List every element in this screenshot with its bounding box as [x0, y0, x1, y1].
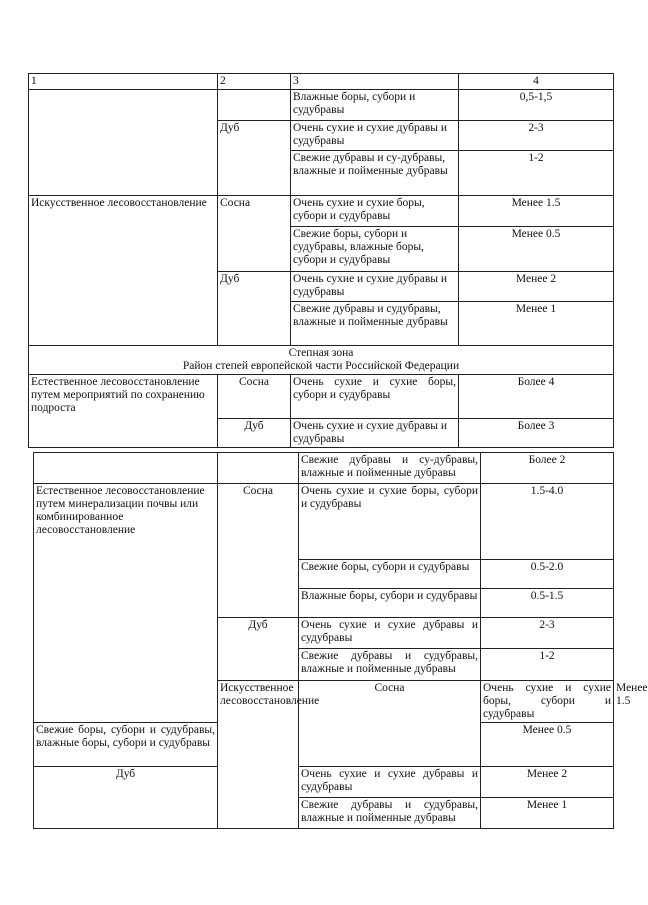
forest-type-cell: Свежие боры, субори и судубравы: [299, 560, 481, 589]
value-cell: Менее 0.5: [459, 227, 614, 272]
value-cell: 1.5-4.0: [481, 484, 614, 560]
table-row: [34, 484, 614, 560]
forest-type-cell: Очень сухие и сухие дубравы и судубравы: [291, 121, 459, 151]
value-cell: Более 2: [481, 453, 614, 484]
forest-type-cell: Очень сухие и сухие дубравы и судубравы: [299, 618, 481, 649]
forest-type-cell: Влажные боры, субори и судубравы: [291, 90, 459, 121]
zone-heading-cell: [29, 346, 614, 375]
table-row: [34, 453, 614, 484]
value-cell: 0.5-1.5: [481, 589, 614, 618]
value-cell: Менее 2: [459, 272, 614, 302]
forest-regeneration-table-upper: [28, 73, 614, 346]
header-col-2: 2: [218, 74, 291, 90]
forest-regeneration-table-lower: [33, 452, 648, 829]
header-col-3: 3: [291, 74, 459, 90]
value-cell: Более 3: [459, 419, 614, 448]
value-cell: Менее 1: [481, 798, 614, 829]
table-row: [29, 375, 614, 419]
table-row: [34, 767, 614, 798]
forest-type-cell: Свежие дубравы и судубравы, влажные и пойменные дубравы: [299, 649, 481, 681]
forest-regeneration-table-steppe: [28, 345, 614, 448]
header-col-1: 1: [29, 74, 218, 90]
method-cell: [29, 90, 218, 196]
species-cell: Сосна: [218, 375, 291, 419]
table-header-row: [29, 74, 614, 90]
value-cell: Менее 1.5: [459, 196, 614, 227]
species-cell: Сосна: [218, 196, 291, 272]
table-row: Искусственное лесовосстановление Сосна Очень сухие и сухие боры, субори и судубравы Менее 1.5: [34, 681, 614, 723]
method-cell: Естественное лесовосстановление путем минерализации почвы или комбинированное лесовосстановление: [34, 484, 218, 723]
forest-type-cell: Очень сухие и сухие боры, субори и судубравы: [299, 484, 481, 560]
species-cell: Сосна: [218, 484, 299, 618]
table-row: [29, 196, 614, 227]
table-row: [29, 90, 614, 121]
value-cell: 2-3: [481, 618, 614, 649]
forest-type-cell: Свежие боры, субори и судубравы, влажные боры, субори и судубравы: [34, 723, 218, 767]
zone-subtitle: Район степей европейской части Российской Федерации: [182, 360, 460, 372]
method-cell: Искусственное лесовосстановление: [218, 681, 299, 829]
forest-type-cell: Свежие дубравы и судубравы, влажные и пойменные дубравы: [299, 798, 481, 829]
value-cell: Менее 1: [459, 302, 614, 346]
value-cell: 2-3: [459, 121, 614, 151]
forest-type-cell: Очень сухие и сухие дубравы и судубравы: [299, 767, 481, 798]
forest-type-cell: Свежие боры, субори и судубравы, влажные боры, субори и судубравы: [291, 227, 459, 272]
value-cell: 1-2: [481, 649, 614, 681]
species-cell: Дуб: [218, 121, 291, 196]
value-cell: Более 4: [459, 375, 614, 419]
species-cell: Дуб: [218, 618, 299, 681]
value-cell: Менее 2: [481, 767, 614, 798]
forest-type-cell: Очень сухие и сухие боры, субори и судубравы: [291, 196, 459, 227]
method-cell: Естественное лесовосстановление путем мероприятий по сохранению подроста: [29, 375, 218, 448]
species-cell: Дуб: [218, 419, 291, 448]
species-cell: [218, 90, 291, 121]
species-cell: Сосна: [299, 681, 481, 767]
value-cell: 0.5-2.0: [481, 560, 614, 589]
forest-type-cell: Очень сухие и сухие боры, субори и судубравы: [291, 375, 459, 419]
value-cell: 0,5-1,5: [459, 90, 614, 121]
species-cell: Дуб: [218, 272, 291, 346]
species-cell: Дуб: [34, 767, 218, 829]
forest-type-cell: Очень сухие и сухие дубравы и судубравы: [291, 272, 459, 302]
forest-type-cell: Свежие дубравы и су-дубравы, влажные и пойменные дубравы: [291, 151, 459, 196]
method-cell: [34, 453, 218, 484]
forest-type-cell: Очень сухие и сухие боры, субори и судубравы: [481, 681, 614, 723]
value-cell: 1-2: [459, 151, 614, 196]
forest-type-cell: Очень сухие и сухие дубравы и судубравы: [291, 419, 459, 448]
header-col-4: 4: [459, 74, 614, 90]
forest-type-cell: Влажные боры, субори и судубравы: [299, 589, 481, 618]
method-cell: Искусственное лесовосстановление: [29, 196, 218, 346]
forest-type-cell: Свежие дубравы и су-дубравы, влажные и пойменные дубравы: [299, 453, 481, 484]
zone-title: Степная зона: [288, 347, 354, 359]
species-cell: [218, 453, 299, 484]
zone-heading-row: [29, 346, 614, 375]
forest-type-cell: Свежие дубравы и судубравы, влажные и пойменные дубравы: [291, 302, 459, 346]
value-cell: Менее 0.5: [481, 723, 614, 767]
